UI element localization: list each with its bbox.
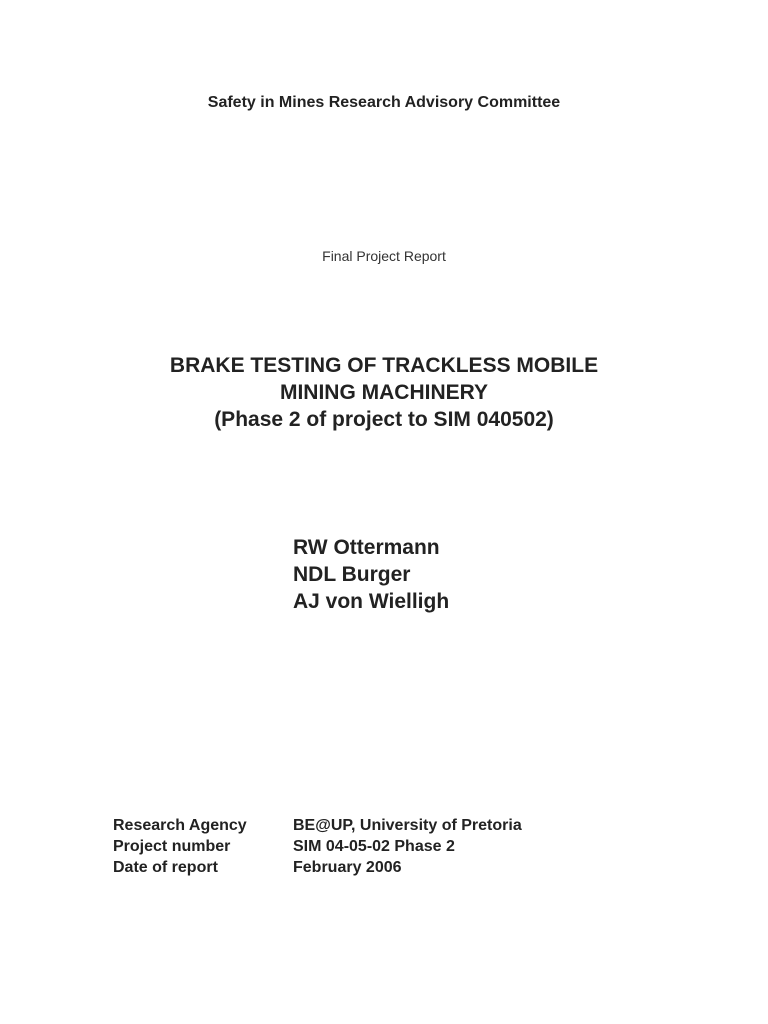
research-agency-value: BE@UP, University of Pretoria	[293, 817, 522, 834]
authors-list	[293, 534, 449, 615]
report-details	[113, 815, 522, 878]
author-1: RW Ottermann	[293, 536, 440, 559]
report-title	[0, 352, 768, 433]
research-agency-label: Research Agency	[113, 817, 247, 834]
project-number-value: SIM 04-05-02 Phase 2	[293, 838, 455, 855]
project-number-row	[113, 836, 522, 857]
project-number-label: Project number	[113, 838, 231, 855]
author-2: NDL Burger	[293, 563, 411, 586]
author-3: AJ von Wielligh	[293, 590, 450, 613]
report-type: Final Project Report	[322, 248, 446, 264]
title-line-1: BRAKE TESTING OF TRACKLESS MOBILE	[169, 354, 599, 377]
committee-name: Safety in Mines Research Advisory Committee	[207, 94, 561, 111]
date-of-report-row	[113, 857, 522, 878]
date-of-report-value: February 2006	[293, 859, 402, 876]
date-of-report-label: Date of report	[113, 859, 218, 876]
research-agency-row	[113, 815, 522, 836]
title-line-2: MINING MACHINERY	[279, 381, 489, 404]
title-line-3: (Phase 2 of project to SIM 040502)	[214, 408, 554, 431]
